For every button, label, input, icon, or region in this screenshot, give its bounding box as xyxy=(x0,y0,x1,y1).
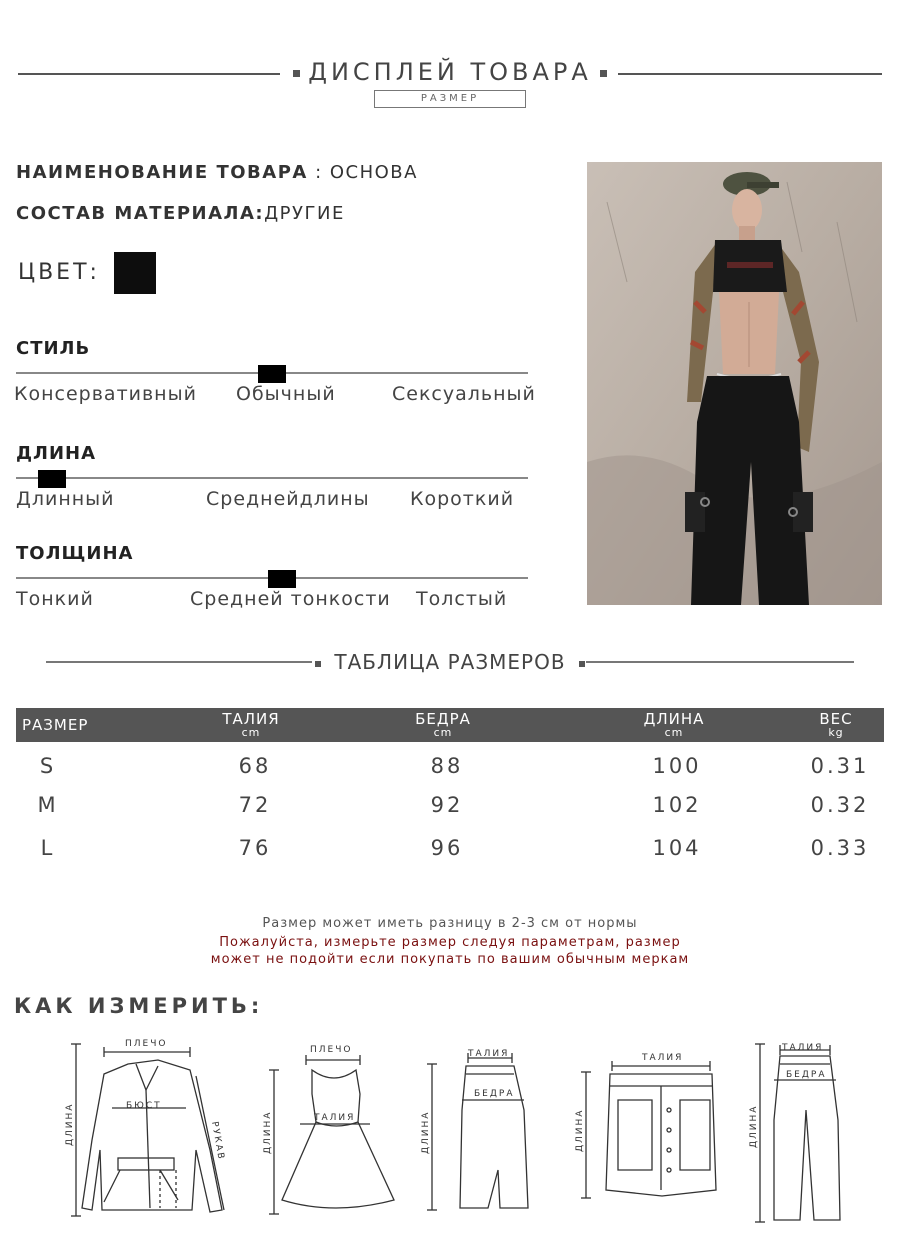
dress-shoulder-label: ПЛЕЧО xyxy=(310,1045,353,1055)
jacket-sleeve-label: РУКАВ xyxy=(209,1120,226,1162)
model-illustration xyxy=(587,162,882,605)
th-hips-unit: cm xyxy=(433,726,453,739)
scale-thickness-label-mid: Средней тонкости xyxy=(190,588,391,610)
product-name-row xyxy=(16,162,418,183)
scale-thickness-label-left: Тонкий xyxy=(16,588,94,610)
size-table-header xyxy=(16,708,884,742)
note-measure-warning-1: Пожалуйста, измерьте размер следуя параметрам, размер xyxy=(219,935,681,950)
table-row-m-length: 102 xyxy=(652,793,702,817)
pants-waist-label: ТАЛИЯ xyxy=(782,1043,824,1053)
skirt-diagram xyxy=(427,1053,528,1210)
table-row-l-weight: 0.33 xyxy=(810,836,870,860)
th-waist xyxy=(201,712,301,738)
table-bullet-right xyxy=(579,661,585,667)
scale-length-label-mid: Среднейдлины xyxy=(206,488,370,510)
header-title: ДИСПЛЕЙ ТОВАРА xyxy=(308,58,592,86)
table-row-l-size: L xyxy=(40,836,56,860)
table-row-l-hips: 96 xyxy=(430,836,464,860)
skirt-hips-label: БЕДРА xyxy=(474,1089,515,1099)
scale-length-title: ДЛИНА xyxy=(16,443,97,464)
note-size-difference: Размер может иметь разницу в 2-3 см от нормы xyxy=(262,916,638,931)
product-material-value: ДРУГИЕ xyxy=(264,203,345,224)
pants-length-label: ДЛИНА xyxy=(749,1104,759,1148)
scale-length-label-right: Короткий xyxy=(410,488,515,510)
size-table-title: ТАБЛИЦА РАЗМЕРОВ xyxy=(334,650,566,674)
header-bullet-right xyxy=(600,70,607,77)
table-row-s-weight: 0.31 xyxy=(810,754,870,778)
dress-length-label: ДЛИНА xyxy=(263,1110,273,1154)
table-row-s-size: S xyxy=(39,754,57,778)
jacket-length-label: ДЛИНА xyxy=(65,1102,75,1146)
shorts-diagram xyxy=(581,1061,716,1198)
scale-thickness-title: ТОЛЩИНА xyxy=(16,543,134,564)
jacket-shoulder-label: ПЛЕЧО xyxy=(125,1039,168,1049)
header-title-wrap xyxy=(0,58,900,86)
th-hips xyxy=(393,712,493,738)
table-row-m-weight: 0.32 xyxy=(810,793,870,817)
th-length-unit: cm xyxy=(664,726,684,739)
skirt-length-label: ДЛИНА xyxy=(421,1110,431,1154)
header-bullet-left xyxy=(293,70,300,77)
scale-length-track xyxy=(16,477,528,479)
table-row-s-waist: 68 xyxy=(238,754,272,778)
jacket-bust-label: БЮСТ xyxy=(126,1101,162,1111)
dress-waist-label: ТАЛИЯ xyxy=(314,1113,356,1123)
note-measure-warning-2: может не подойти если покупать по вашим обычным меркам xyxy=(210,952,690,967)
scale-thickness-marker xyxy=(268,570,296,588)
table-row-l-waist: 76 xyxy=(238,836,272,860)
scale-style-label-right: Сексуальный xyxy=(392,383,536,405)
product-name-value: : ОСНОВА xyxy=(315,162,418,183)
scale-length-label-left: Длинный xyxy=(16,488,115,510)
scale-thickness-label-right: Толстый xyxy=(416,588,508,610)
th-weight-unit: kg xyxy=(828,726,844,739)
table-row-m-hips: 92 xyxy=(430,793,464,817)
table-row-s-hips: 88 xyxy=(430,754,464,778)
table-row-m-size: M xyxy=(37,793,59,817)
scale-length-marker xyxy=(38,470,66,488)
th-size xyxy=(22,718,88,733)
th-weight xyxy=(796,712,876,738)
table-bullet-left xyxy=(315,661,321,667)
th-waist-label: ТАЛИЯ xyxy=(222,710,280,728)
measure-diagrams xyxy=(0,1030,900,1230)
dress-diagram xyxy=(269,1055,394,1214)
th-hips-label: БЕДРА xyxy=(415,710,471,728)
table-row-m-waist: 72 xyxy=(238,793,272,817)
color-swatch xyxy=(114,252,156,294)
scale-style-title: СТИЛЬ xyxy=(16,338,91,359)
scale-style-label-mid: Обычный xyxy=(236,383,336,405)
product-material-label: СОСТАВ МАТЕРИАЛА: xyxy=(16,203,265,224)
th-weight-label: ВЕС xyxy=(819,710,853,728)
scale-style-label-left: Консервативный xyxy=(14,383,197,405)
product-name-label: НАИМЕНОВАНИЕ ТОВАРА xyxy=(16,162,308,183)
header-subtitle: РАЗМЕР xyxy=(374,90,526,108)
th-length-label: ДЛИНА xyxy=(643,710,705,728)
th-size-label: РАЗМЕР xyxy=(22,716,89,734)
size-table-title-wrap xyxy=(0,650,900,674)
th-length xyxy=(624,712,724,738)
pants-hips-label: БЕДРА xyxy=(786,1070,827,1080)
table-row-s-length: 100 xyxy=(652,754,702,778)
product-photo xyxy=(587,162,882,605)
product-material-row xyxy=(16,203,345,224)
shorts-waist-label: ТАЛИЯ xyxy=(642,1053,684,1063)
shorts-length-label: ДЛИНА xyxy=(575,1108,585,1152)
th-waist-unit: cm xyxy=(241,726,261,739)
scale-style-marker xyxy=(258,365,286,383)
product-color-label: ЦВЕТ: xyxy=(18,260,100,285)
table-row-l-length: 104 xyxy=(652,836,702,860)
how-to-measure-title: КАК ИЗМЕРИТЬ: xyxy=(14,994,264,1018)
skirt-waist-label: ТАЛИЯ xyxy=(468,1049,510,1059)
jacket-diagram xyxy=(71,1044,224,1216)
